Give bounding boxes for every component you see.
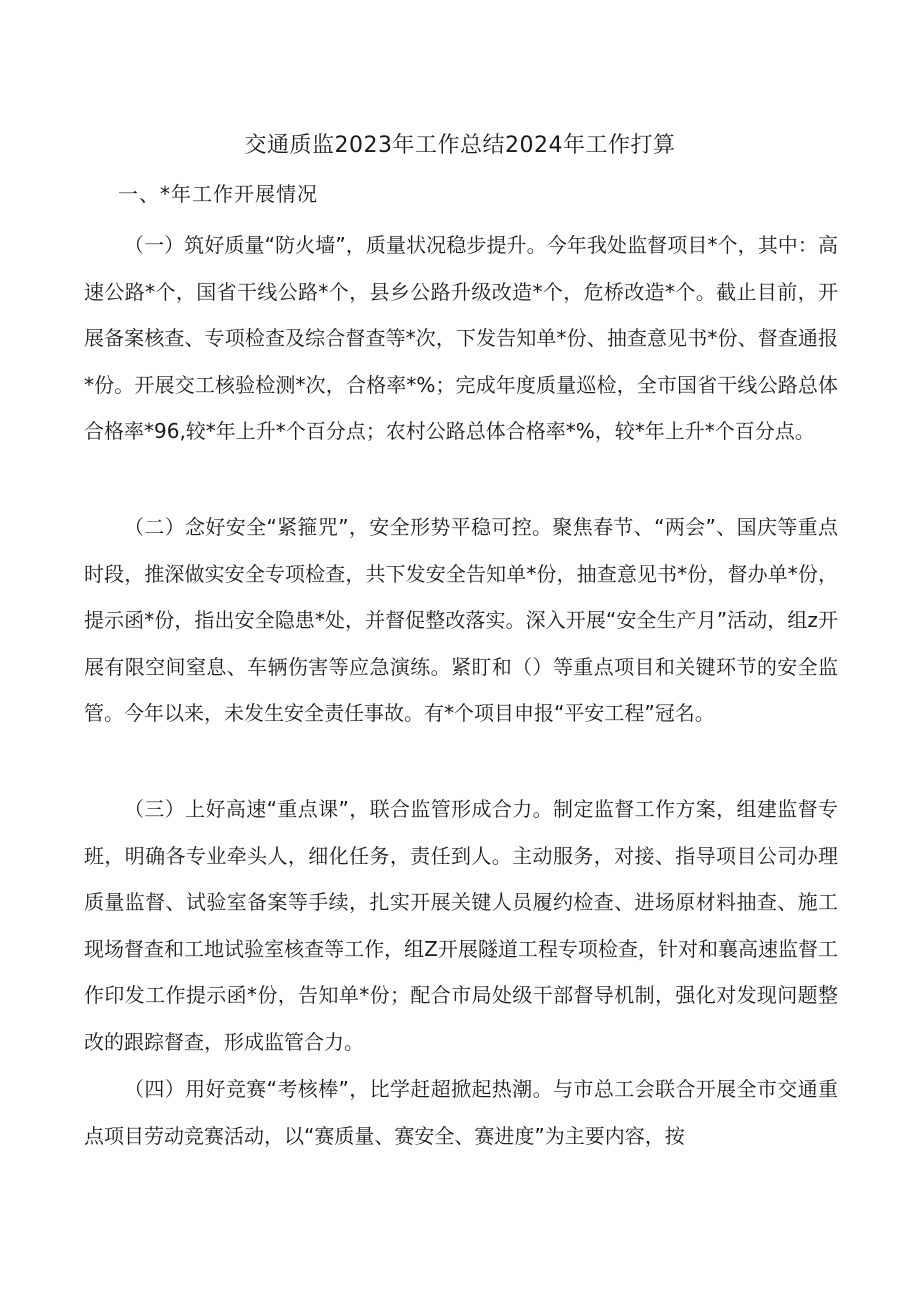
- paragraph-competition: （四）用好竞赛“考核棒”，比学赶超掀起热潮。与市总工会联合开展全市交通重点项目劳动竞赛活动，以“赛质量、赛安全、赛进度”为主要内容，按: [84, 1077, 838, 1148]
- paragraph-quality: （一）筑好质量“防火墙”，质量状况稳步提升。今年我处监督项目*个，其中：高速公路*个，国省干线公路*个，县乡公路升级改造*个，危桥改造*个。截止目前，开展备案核查、专项检查及综合督查等*次，下发告知单*份、抽查意见书*份、督查通报*份。开展交工核验检测*次，合格率*%；完成年度质量巡检，全市国省干线公路总体合格率*96,较*年上升*个百分点；农村公路总体合格率*%，较*年上升*个百分点。: [84, 233, 838, 443]
- paragraph-highway: （三）上好高速“重点课”，联合监管形成合力。制定监督工作方案，组建监督专班，明确各专业牵头人，细化任务，责任到人。主动服务，对接、指导项目公司办理质量监督、试验室备案等手续，扎实开展关键人员履约检查、进场原材料抽查、施工现场督查和工地试验室核查等工作，组Z开展隧道工程专项检查，针对和襄高速监督工作印发工作提示函*份，告知单*份；配合市局处级干部督导机制，强化对发现问题整改的跟踪督查，形成监管合力。: [84, 797, 838, 1054]
- paragraph-safety: （二）念好安全“紧箍咒”，安全形势平稳可控。聚焦春节、“两会”、国庆等重点时段，推深做实安全专项检查，共下发安全告知单*份，抽查意见书*份，督办单*份，提示函*份，指出安全隐患*处，并督促整改落实。深入开展“安全生产月”活动，组z开展有限空间窒息、车辆伤害等应急演练。紧盯和（）等重点项目和关键环节的安全监管。今年以来，未发生安全责任事故。有*个项目申报“平安工程”冠名。: [84, 515, 838, 725]
- section-heading: 一、*年工作开展情况: [118, 182, 318, 206]
- document-title: 交通质监2023年工作总结2024年工作打算: [244, 133, 676, 158]
